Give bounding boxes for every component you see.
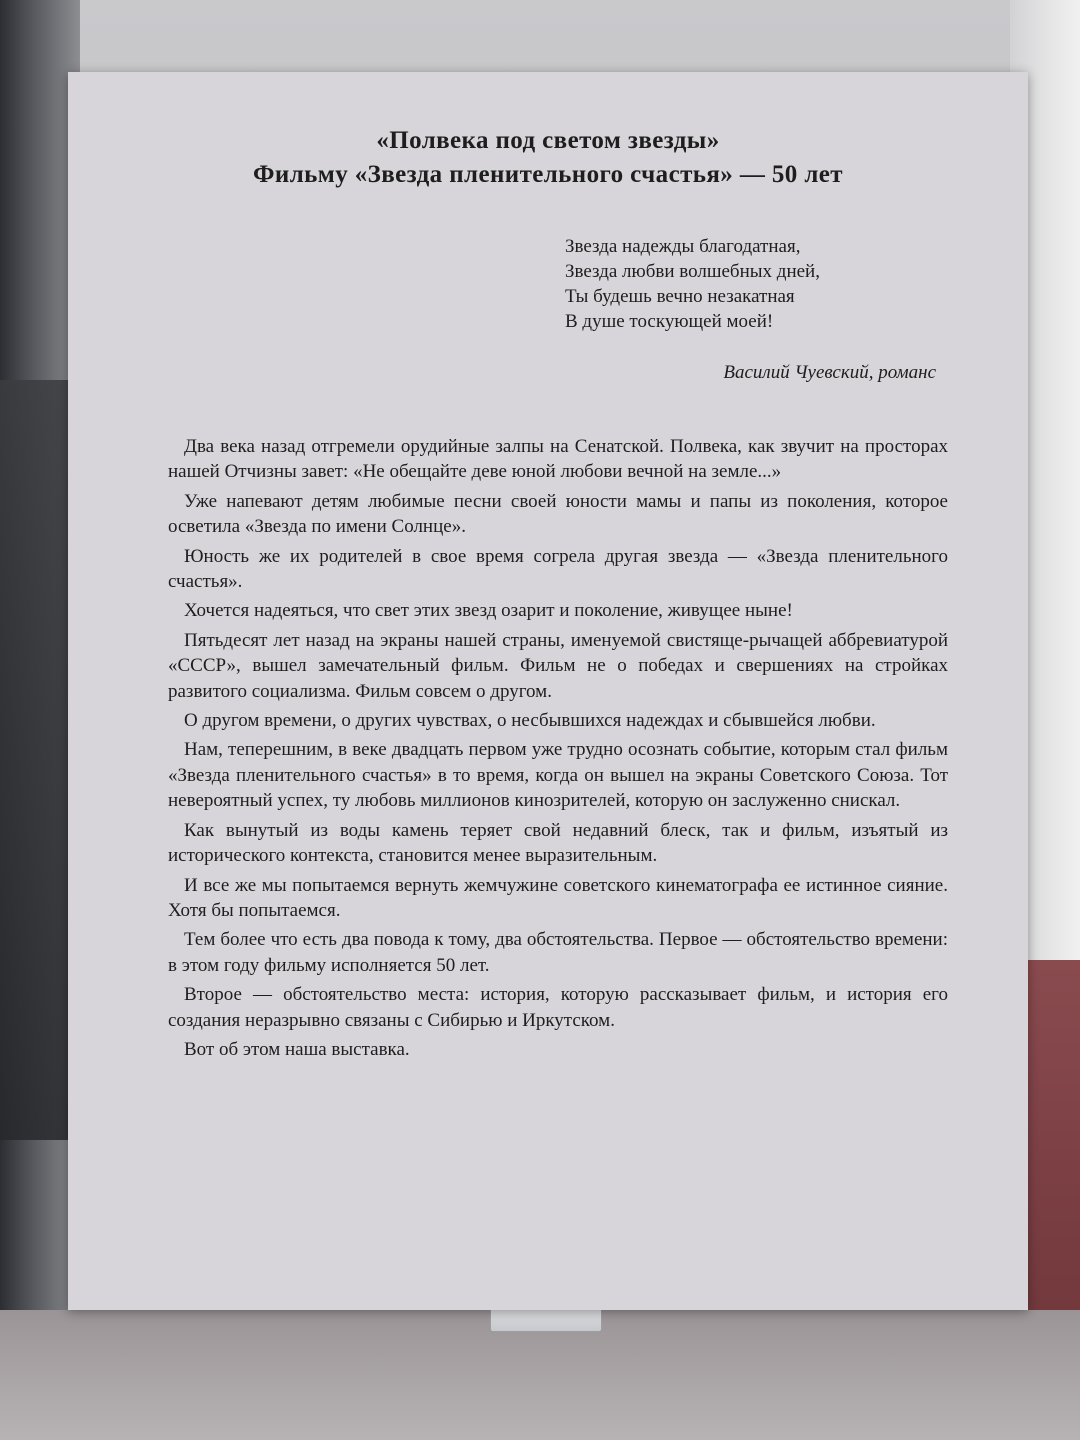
epigraph-attribution: Василий Чуевский, романс (723, 362, 936, 383)
paragraph: Как вынутый из воды камень теряет свой недавний блеск, так и фильм, изъятый из исторического контекста, становится менее выразительным. (168, 819, 948, 867)
article-body (168, 434, 948, 1066)
paragraph: Тем более что есть два повода к тому, два обстоятельства. Первое — обстоятельство времени: в этом году фильму исполняется 50 лет. (168, 929, 948, 976)
paragraph: Пятьдесят лет назад на экраны нашей страны, именуемой свистяще-рычащей аббревиатурой «СССР», вышел замечательный фильм. Фильм не о победах и свершениях на стройках развитого социализма. Фильм совсем о другом. (168, 629, 948, 702)
page-title (68, 124, 1028, 192)
poem-line: В душе тоскующей моей! (565, 311, 774, 332)
paragraph: И все же мы попытаемся вернуть жемчужине советского кинематографа ее истинное сияние. Хотя бы попытаемся. (168, 874, 948, 921)
exhibition-text-sheet (68, 72, 1028, 1310)
paragraph: Нам, теперешним, в веке двадцать первом уже трудно осознать событие, которым стал фильм «Звезда пленительного счастья» в то время, когда он вышел на экраны Советского Союза. Тот невероятный успех, ту любовь миллионов кинозрителей, которую он заслуженно снискал. (168, 739, 948, 812)
title-line-2: Фильму «Звезда пленительного счастья» — 50 лет (253, 161, 843, 188)
display-case-frame-left (0, 380, 70, 1140)
paragraph: Хочется надеяться, что свет этих звезд озарит и поколение, живущее ныне! (184, 600, 793, 622)
paragraph: Второе — обстоятельство места: история, которую рассказывает фильм, и история его создания неразрывно связаны с Сибирью и Иркутском. (168, 984, 948, 1031)
paragraph: О другом времени, о других чувствах, о несбывшихся надеждах и сбывшейся любви. (184, 710, 876, 732)
poem-line: Ты будешь вечно незакатная (565, 286, 795, 307)
poem-line: Звезда надежды благодатная, (565, 236, 801, 257)
paragraph: Вот об этом наша выставка. (184, 1038, 410, 1060)
epigraph-poem (565, 234, 820, 334)
paragraph: Уже напевают детям любимые песни своей юности мамы и папы из поколения, которое осветила «Звезда по имени Солнце». (168, 490, 948, 538)
title-line-1: «Полвека под светом звезды» (376, 127, 720, 154)
paragraph: Два века назад отгремели орудийные залпы на Сенатской. Полвека, как звучит на просторах нашей Отчизны завет: «Не обещайте деве юной любови вечной на земле...» (168, 436, 948, 483)
poem-line: Звезда любви волшебных дней, (565, 261, 820, 282)
paragraph: Юность же их родителей в свое время согрела другая звезда — «Звезда пленительного счастья». (168, 545, 948, 593)
